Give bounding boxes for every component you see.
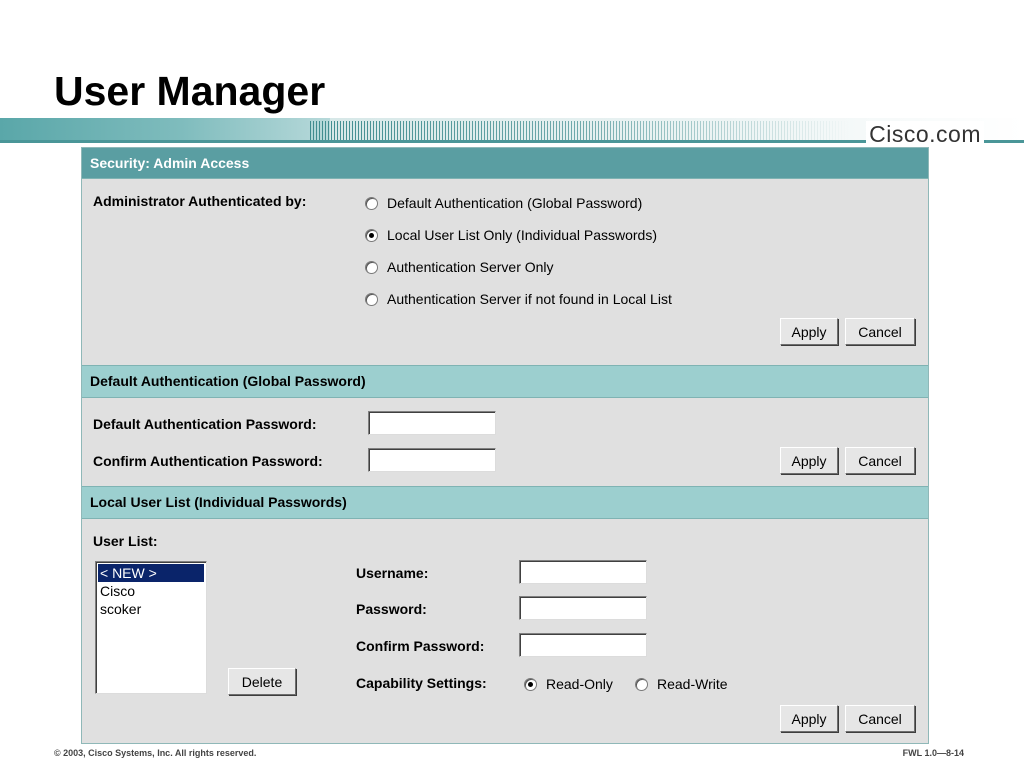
local-users-header: Local User List (Individual Passwords) xyxy=(82,486,928,519)
capability-label: Read-Write xyxy=(657,676,728,692)
auth-option-default[interactable] xyxy=(365,195,642,211)
confirm-default-password-field[interactable] xyxy=(368,448,496,472)
user-list-item[interactable]: Cisco xyxy=(100,583,136,599)
auth-option-label: Default Authentication (Global Password) xyxy=(387,195,643,211)
security-cancel-button[interactable]: Cancel xyxy=(845,318,915,345)
user-list-item[interactable]: scoker xyxy=(100,601,142,617)
capability-label: Read-Only xyxy=(546,676,613,692)
password-label: Password: xyxy=(356,601,427,617)
confirm-default-password-label: Confirm Authentication Password: xyxy=(93,453,323,469)
admin-access-panel xyxy=(81,147,929,744)
auth-option-label: Authentication Server Only xyxy=(387,259,554,275)
default-auth-apply-button[interactable]: Apply xyxy=(780,447,838,474)
default-password-label: Default Authentication Password: xyxy=(93,416,317,432)
confirm-password-label: Confirm Password: xyxy=(356,638,485,654)
user-listbox[interactable] xyxy=(95,561,207,694)
radio-selected-icon[interactable] xyxy=(524,678,537,691)
username-label: Username: xyxy=(356,565,429,581)
copyright-footer: © 2003, Cisco Systems, Inc. All rights reserved. xyxy=(54,748,257,758)
radio-icon[interactable] xyxy=(365,293,378,306)
slide-code-footer: FWL 1.0—8-14 xyxy=(902,748,964,758)
local-users-apply-button[interactable]: Apply xyxy=(780,705,838,732)
slide-title: User Manager xyxy=(54,68,326,114)
radio-selected-icon[interactable] xyxy=(365,229,378,242)
authenticated-by-label: Administrator Authenticated by: xyxy=(93,193,307,209)
user-list-label: User List: xyxy=(93,533,158,549)
security-header: Security: Admin Access xyxy=(82,148,928,179)
username-field[interactable] xyxy=(519,560,647,584)
auth-option-server[interactable] xyxy=(365,259,554,275)
security-apply-button[interactable]: Apply xyxy=(780,318,838,345)
auth-option-label: Authentication Server if not found in Local List xyxy=(387,291,672,307)
auth-option-server-fallback[interactable] xyxy=(365,291,672,307)
local-users-cancel-button[interactable]: Cancel xyxy=(845,705,915,732)
auth-option-local[interactable] xyxy=(365,227,657,243)
capability-read-only[interactable] xyxy=(524,676,613,692)
capability-settings-label: Capability Settings: xyxy=(356,675,487,691)
radio-icon[interactable] xyxy=(635,678,648,691)
password-field[interactable] xyxy=(519,596,647,620)
default-auth-header: Default Authentication (Global Password) xyxy=(82,365,928,398)
default-password-field[interactable] xyxy=(368,411,496,435)
auth-option-label: Local User List Only (Individual Passwords) xyxy=(387,227,657,243)
cisco-logo: Cisco.com xyxy=(866,121,984,148)
user-list-item[interactable]: < NEW > xyxy=(98,564,204,582)
capability-read-write[interactable] xyxy=(635,676,728,692)
radio-icon[interactable] xyxy=(365,197,378,210)
radio-icon[interactable] xyxy=(365,261,378,274)
confirm-password-field[interactable] xyxy=(519,633,647,657)
delete-user-button[interactable]: Delete xyxy=(228,668,296,695)
default-auth-cancel-button[interactable]: Cancel xyxy=(845,447,915,474)
